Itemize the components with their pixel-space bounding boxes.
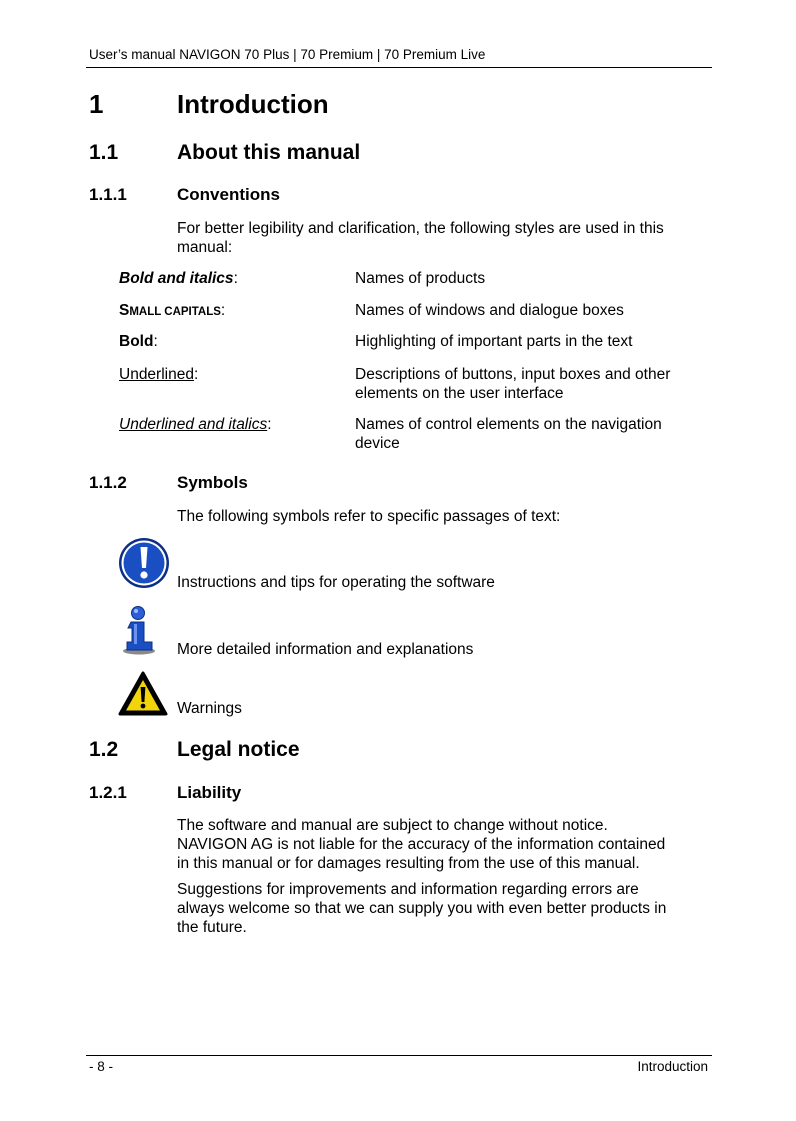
exclamation-icon [118, 537, 170, 589]
convention-style: Underlined and italics: [119, 416, 272, 433]
warning-triangle-icon [118, 671, 168, 717]
chapter-number: 1 [89, 89, 104, 119]
symbol-description: Warnings [177, 700, 242, 717]
section-number: 1.1 [89, 141, 119, 164]
convention-style: SMALL CAPITALS: [119, 302, 226, 319]
subsection-title: Conventions [177, 185, 280, 204]
header-rule [86, 67, 712, 68]
section-number: 1.2 [89, 738, 119, 761]
convention-style: Bold: [119, 333, 158, 350]
symbol-description: More detailed information and explanations [177, 641, 474, 658]
subsection-number: 1.1.1 [89, 185, 127, 204]
convention-description: Descriptions of buttons, input boxes and other elements on the user interface [355, 366, 671, 402]
subsection-number: 1.1.2 [89, 473, 127, 492]
subsection-title: Liability [177, 783, 242, 802]
footer-section: Introduction [637, 1059, 708, 1074]
running-header: User’s manual NAVIGON 70 Plus | 70 Premium | 70 Premium Live [89, 47, 486, 62]
footer-rule [86, 1055, 712, 1056]
convention-style: Bold and italics: [119, 270, 238, 287]
convention-description: Highlighting of important parts in the text [355, 333, 633, 350]
paragraph: The following symbols refer to specific passages of text: [177, 508, 561, 525]
section-title: Legal notice [177, 738, 300, 761]
subsection-title: Symbols [177, 473, 248, 492]
paragraph: The software and manual are subject to change without notice. NAVIGON AG is not liable for the accuracy of the information contained in this manual or for damages resulting from the use of this manual. [177, 817, 666, 872]
convention-description: Names of products [355, 270, 486, 287]
paragraph: For better legibility and clarification, the following styles are used in this manual: [177, 220, 664, 256]
section-title: About this manual [177, 141, 361, 164]
convention-description: Names of windows and dialogue boxes [355, 302, 624, 319]
page-number: - 8 - [89, 1059, 114, 1074]
convention-style: Underlined: [119, 366, 199, 383]
chapter-title: Introduction [177, 89, 329, 119]
convention-description: Names of control elements on the navigation device [355, 416, 662, 452]
subsection-number: 1.2.1 [89, 783, 127, 802]
paragraph: Suggestions for improvements and information regarding errors are always welcome so that we can supply you with even better products in the future. [177, 881, 667, 936]
info-figure-icon [118, 604, 160, 656]
symbol-description: Instructions and tips for operating the software [177, 574, 495, 591]
